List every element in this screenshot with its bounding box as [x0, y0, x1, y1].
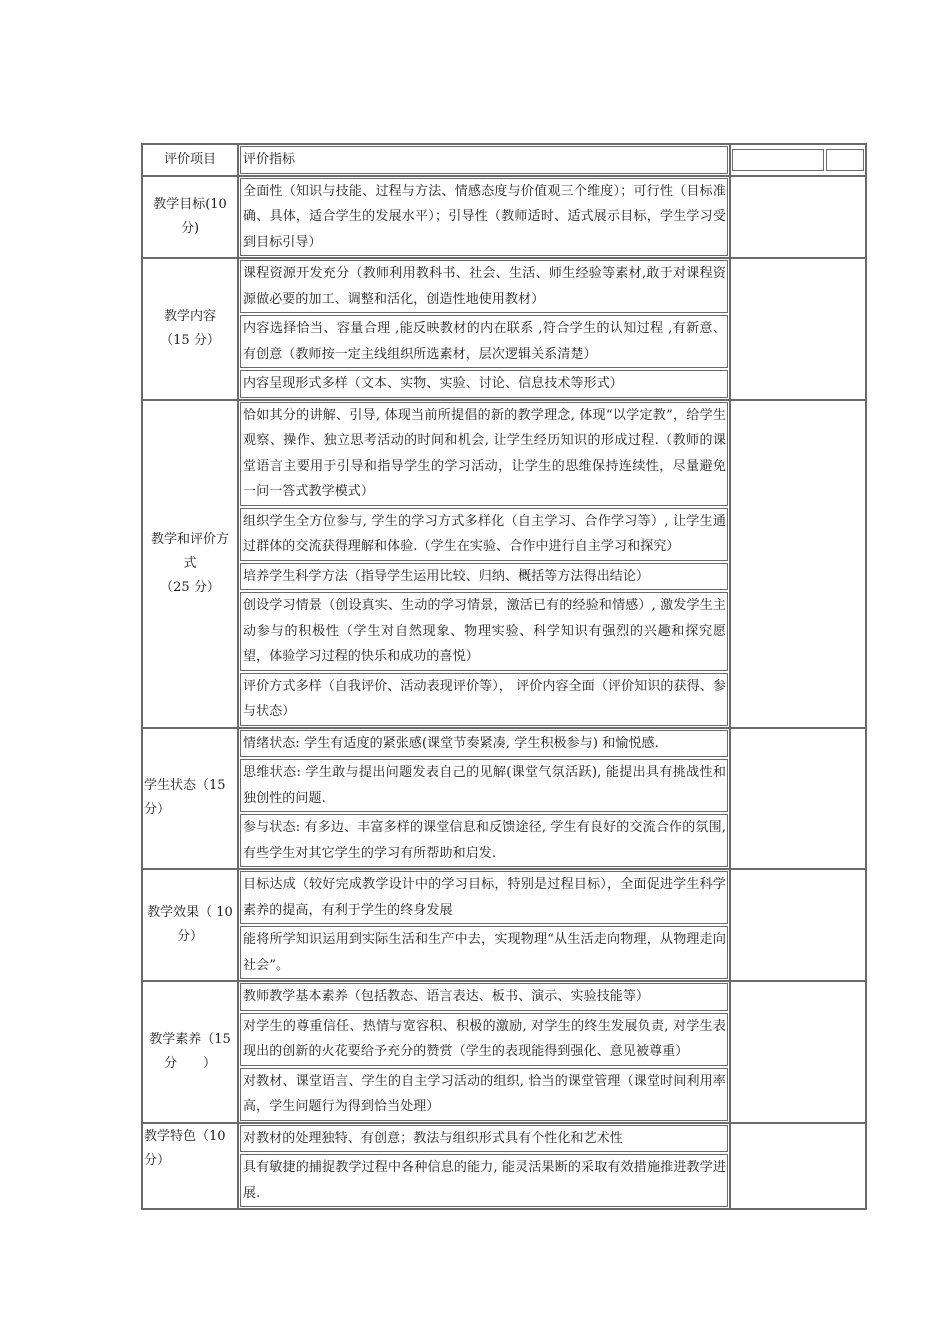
indicator-cell [238, 400, 730, 728]
score-cell [730, 400, 866, 728]
category-label: （25 分） [160, 579, 220, 595]
indicator-cell [238, 728, 730, 870]
category-cell [142, 400, 238, 728]
category-label: 学生状态（15 [144, 778, 226, 794]
category-cell [142, 728, 238, 870]
indicator-item: 教师教学基本素养（包括教态、语言表达、板书、演示、实验技能等） [240, 983, 728, 1011]
indicator-item: 组织学生全方位参与, 学生的学习方式多样化（自主学习、合作学习等）, 让学生通过群体的交流获得理解和体验.（学生在实验、合作中进行自主学习和探究） [240, 508, 728, 561]
indicator-item: 思维状态: 学生敢与提出问题发表自己的见解(课堂气氛活跃), 能提出具有挑战性和独创性的问题. [240, 759, 728, 812]
table-row [142, 400, 866, 728]
table-row [142, 869, 866, 981]
indicator-item: 具有敏捷的捕捉教学过程中各种信息的能力, 能灵活果断的采取有效措施推进教学进展. [240, 1154, 728, 1207]
indicator-item: 能将所学知识运用到实际生活和生产中去，实现物理“从生活走向物理，从物理走向社会”。 [240, 926, 728, 979]
indicator-item: 创设学习情景（创设真实、生动的学习情景，激活已有的经验和情感）, 激发学生主动参与的积极性（学生对自然现象、物理实验、科学知识有强烈的兴趣和探究愿望，体验学习过程的快乐和成功的喜悦） [240, 592, 728, 671]
evaluation-table [141, 143, 867, 1210]
category-label: 分） [144, 802, 171, 818]
score-cell [730, 176, 866, 259]
header-score-box-2 [826, 149, 864, 171]
category-cell [142, 176, 238, 259]
header-indicator-label: 评价指标 [240, 146, 728, 174]
indicator-item: 全面性（知识与技能、过程与方法、情感态度与价值观三个维度）；可行性（目标准确、具体，适合学生的发展水平）；引导性（教师适时、适式展示目标，学生学习受到目标引导） [240, 178, 728, 257]
category-label: （15 分） [160, 332, 220, 348]
category-cell [142, 981, 238, 1123]
score-cell [730, 981, 866, 1123]
evaluation-table-body [142, 144, 866, 1209]
table-row [142, 1123, 866, 1210]
indicator-item: 对教材、课堂语言、学生的自主学习活动的组织, 恰当的课堂管理（课堂时间利用率高，学生问题行为得到恰当处理） [240, 1068, 728, 1121]
table-row [142, 258, 866, 400]
indicator-item: 情绪状态: 学生有适度的紧张感(课堂节奏紧凑, 学生积极参与) 和愉悦感. [240, 730, 728, 758]
indicator-item: 恰如其分的讲解、引导, 体现当前所提倡的新的教学理念, 体现“以学定教”，给学生观察、操作、独立思考活动的时间和机会, 让学生经历知识的形成过程.（教师的课堂语言主要用于引导和指导学生的学习活动，让学生的思维保持连续性，尽量避免一问一答式教学模式） [240, 402, 728, 506]
category-label: 教学特色（10 [144, 1128, 226, 1144]
indicator-item: 培养学生科学方法（指导学生运用比较、归纳、概括等方法得出结论） [240, 563, 728, 591]
category-label: 教学素养（15 [149, 1031, 231, 1047]
indicator-cell [238, 1123, 730, 1210]
indicator-item: 内容呈现形式多样（文本、实物、实验、讨论、信息技术等形式） [240, 370, 728, 398]
header-score-cell [730, 144, 866, 176]
category-label: 教学内容 [163, 308, 216, 324]
indicator-item: 对学生的尊重信任、热情与宽容积、积极的激励, 对学生的终生发展负责, 对学生表现出的创新的火花要给予充分的赞赏（学生的表现能得到强化、意见被尊重） [240, 1013, 728, 1066]
category-label: 分 ） [163, 1055, 216, 1071]
indicator-item: 课程资源开发充分（教师利用教科书、社会、生活、师生经验等素材,敢于对课程资源做必要的加工、调整和活化，创造性地使用教材） [240, 260, 728, 313]
table-row [142, 176, 866, 259]
table-row [142, 981, 866, 1123]
score-cell [730, 869, 866, 981]
category-label: 教学目标(10 [153, 196, 227, 212]
table-row [142, 728, 866, 870]
indicator-item: 对教材的处理独特、有创意；教法与组织形式具有个性化和艺术性 [240, 1125, 728, 1153]
category-label: 教学效果（ 10 [147, 905, 233, 920]
indicator-item: 内容选择恰当、容量合理 ,能反映教材的内在联系 ,符合学生的认知过程 ,有新意、有创意（教师按一定主线组织所选素材，层次逻辑关系清楚） [240, 315, 728, 368]
header-indicator-cell [238, 144, 730, 176]
indicator-cell [238, 869, 730, 981]
category-cell [142, 1123, 238, 1210]
indicator-item: 评价方式多样（自我评价、活动表现评价等）， 评价内容全面（评价知识的获得、参与状态） [240, 673, 728, 726]
header-score-box-1 [732, 149, 824, 171]
table-header-row [142, 144, 866, 176]
category-label: 式 [183, 555, 197, 571]
score-cell [730, 258, 866, 400]
indicator-item: 目标达成（较好完成教学设计中的学习目标，特别是过程目标），全面促进学生科学素养的提高，有利于学生的终身发展 [240, 871, 728, 924]
category-cell [142, 258, 238, 400]
header-category-cell [142, 144, 238, 176]
category-label: 分) [180, 220, 200, 236]
score-cell [730, 1123, 866, 1210]
header-category-label: 评价项目 [163, 151, 216, 167]
indicator-item: 参与状态: 有多边、丰富多样的课堂信息和反馈途径, 学生有良好的交流合作的氛围, 有些学生对其它学生的学习有所帮助和启发. [240, 814, 728, 867]
category-label: 分） [176, 929, 203, 944]
indicator-cell [238, 258, 730, 400]
category-label: 分） [144, 1152, 171, 1168]
category-cell [142, 869, 238, 981]
category-label: 教学和评价方 [150, 531, 229, 547]
header-score-split [732, 149, 864, 171]
score-cell [730, 728, 866, 870]
indicator-cell [238, 981, 730, 1123]
indicator-cell [238, 176, 730, 259]
